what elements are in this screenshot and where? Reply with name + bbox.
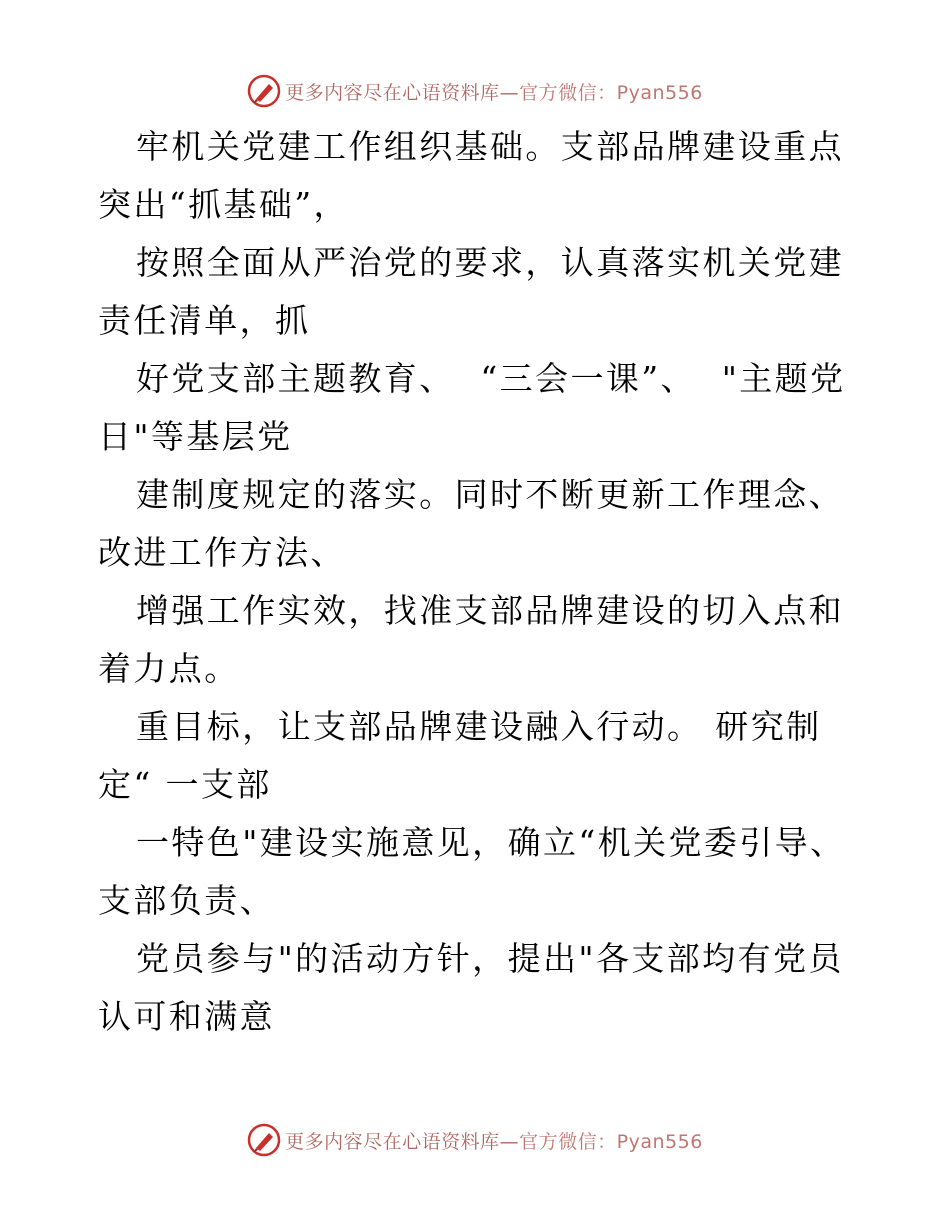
header-brand-text: 更多内容尽在心语资料库	[285, 81, 500, 104]
footer-wechat-text: 官方微信：Pyan556	[519, 1130, 703, 1153]
footer-banner	[0, 1120, 950, 1160]
header-banner-text	[285, 78, 703, 105]
pen-logo-icon	[247, 1123, 281, 1157]
document-body	[98, 118, 858, 1046]
footer-dash: —	[499, 1130, 520, 1153]
paragraph-8: 党员参与"的活动方针，提出"各支部均有党员认可和满意	[98, 939, 844, 1036]
paragraph-7: 一特色"建设实施意见，确立“机关党委引导、支部负责、	[98, 823, 846, 920]
footer-brand-text: 更多内容尽在心语资料库	[285, 1130, 500, 1153]
pen-logo-icon	[247, 74, 281, 108]
paragraph-4: 建制度规定的落实。同时不断更新工作理念、改进工作方法、	[98, 475, 844, 572]
header-wechat-text: 官方微信：Pyan556	[519, 81, 703, 104]
paragraph-6: 重目标，让支部品牌建设融入行动。 研究制定“ 一支部	[98, 707, 822, 804]
header-banner	[0, 71, 950, 111]
paragraph-5: 增强工作实效，找准支部品牌建设的切入点和着力点。	[98, 591, 844, 688]
paragraph-3: 好党支部主题教育、 “三会一课”、 "主题党日"等基层党	[98, 359, 846, 456]
paragraph-1: 牢机关党建工作组织基础。支部品牌建设重点突出“抓基础”，	[98, 127, 844, 224]
paragraph-2: 按照全面从严治党的要求，认真落实机关党建责任清单，抓	[98, 243, 844, 340]
header-dash: —	[499, 81, 520, 104]
footer-banner-text	[285, 1127, 703, 1154]
